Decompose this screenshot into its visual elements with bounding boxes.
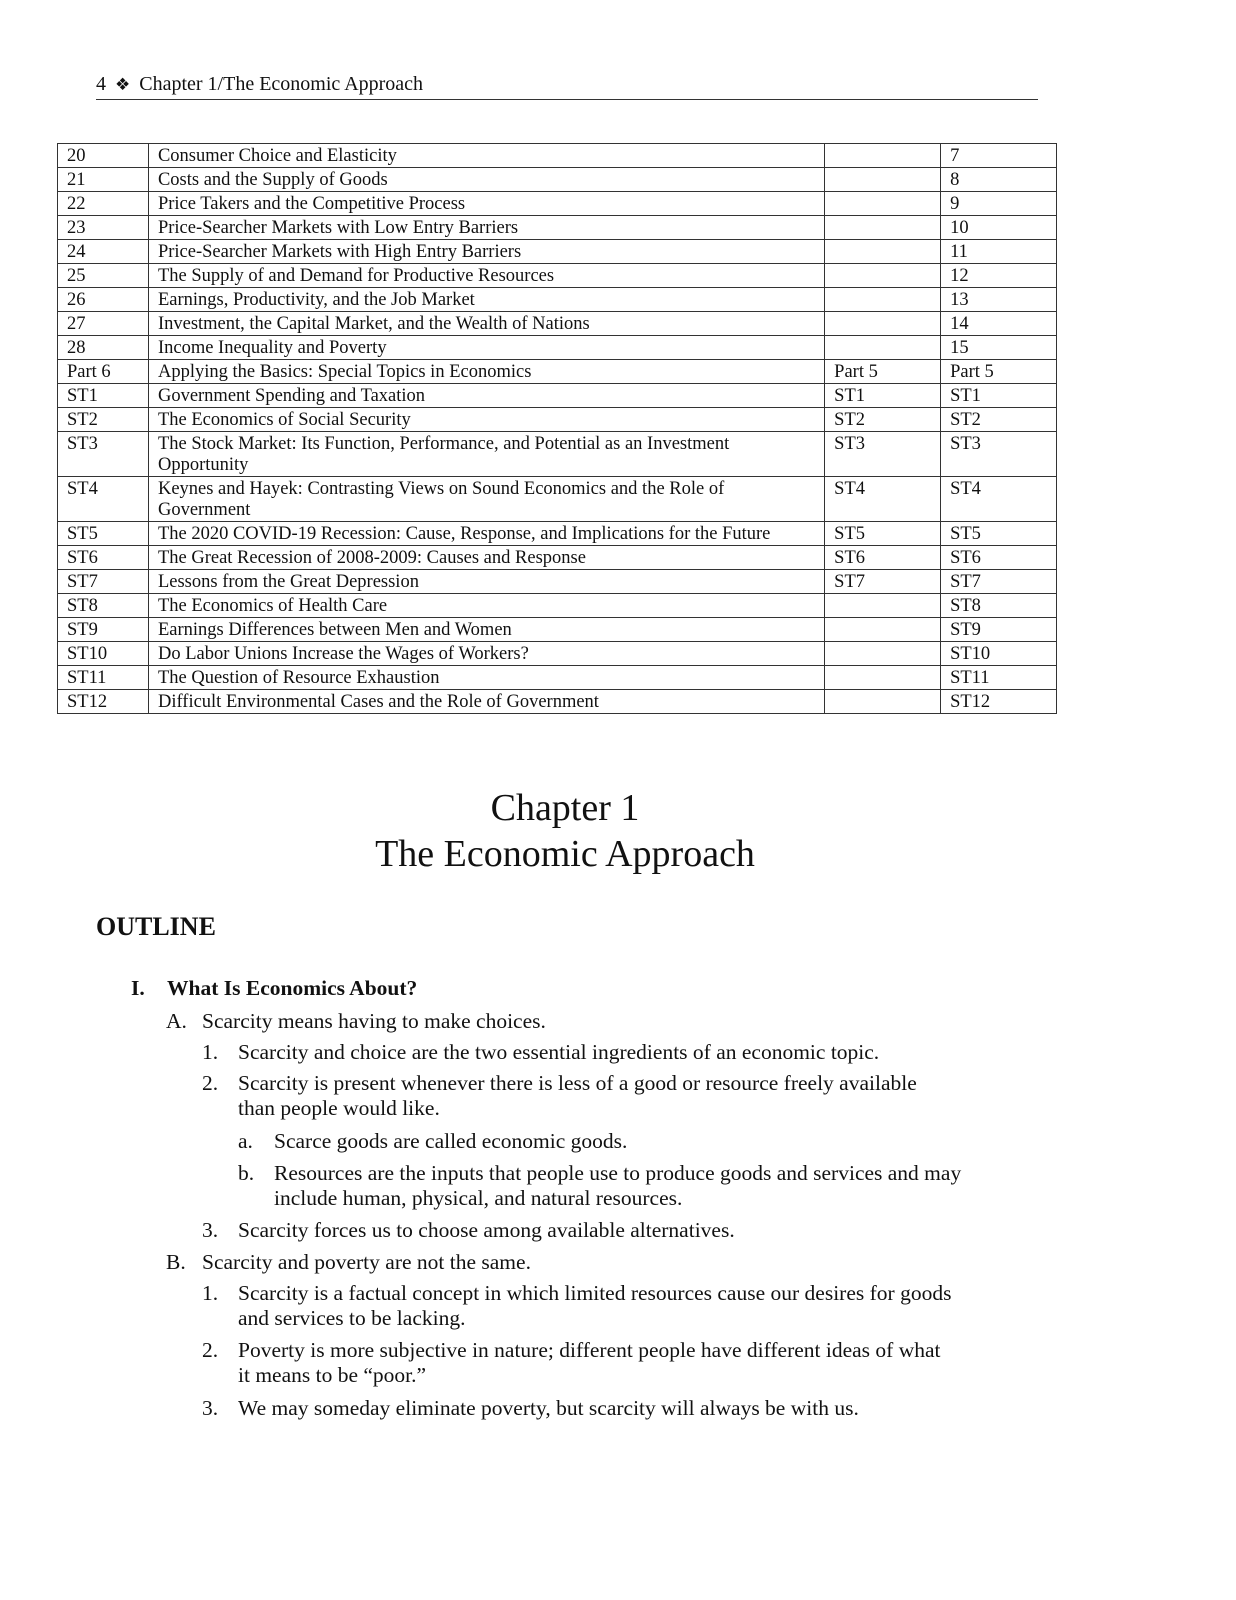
mapping-cell-a	[825, 618, 941, 642]
row-id-cell: ST2	[58, 408, 149, 432]
row-id-cell: ST4	[58, 477, 149, 522]
table-row	[58, 312, 1057, 336]
mapping-cell-b: ST3	[941, 432, 1057, 477]
table-row	[58, 432, 1057, 477]
mapping-cell-b: ST10	[941, 642, 1057, 666]
outline-text: than people would like.	[238, 1096, 440, 1120]
table-row	[58, 546, 1057, 570]
table-row	[58, 666, 1057, 690]
table-row	[58, 618, 1057, 642]
table-row	[58, 384, 1057, 408]
mapping-cell-a	[825, 642, 941, 666]
table-row	[58, 594, 1057, 618]
table-row	[58, 477, 1057, 522]
table-body	[58, 144, 1057, 714]
topic-title-cell: Price-Searcher Markets with High Entry Barriers	[148, 240, 824, 264]
row-id-cell: 28	[58, 336, 149, 360]
mapping-cell-b: 10	[941, 216, 1057, 240]
table-row	[58, 336, 1057, 360]
outline-text: Scarcity means having to make choices.	[202, 1009, 546, 1033]
mapping-cell-b: 11	[941, 240, 1057, 264]
mapping-cell-b: ST8	[941, 594, 1057, 618]
mapping-cell-a	[825, 264, 941, 288]
page-number: 4	[96, 73, 106, 95]
outline-marker: a.	[238, 1129, 253, 1153]
mapping-cell-b: 12	[941, 264, 1057, 288]
row-id-cell: ST12	[58, 690, 149, 714]
outline-text: Scarcity is a factual concept in which limited resources cause our desires for goods	[238, 1281, 952, 1305]
outline-text: Poverty is more subjective in nature; different people have different ideas of what	[238, 1338, 941, 1362]
table-row	[58, 642, 1057, 666]
outline-marker: A.	[166, 1009, 187, 1033]
row-id-cell: 27	[58, 312, 149, 336]
outline-text: it means to be “poor.”	[238, 1363, 427, 1387]
mapping-cell-a	[825, 192, 941, 216]
mapping-cell-b: ST11	[941, 666, 1057, 690]
outline-text: include human, physical, and natural resources.	[274, 1186, 683, 1210]
mapping-cell-a: ST2	[825, 408, 941, 432]
mapping-cell-b: ST7	[941, 570, 1057, 594]
row-id-cell: 23	[58, 216, 149, 240]
table-row	[58, 360, 1057, 384]
topic-title-cell: The Economics of Health Care	[148, 594, 824, 618]
running-title: Chapter 1/The Economic Approach	[139, 73, 424, 95]
table-row	[58, 264, 1057, 288]
mapping-cell-a: ST4	[825, 477, 941, 522]
mapping-cell-b: 9	[941, 192, 1057, 216]
mapping-cell-b: ST12	[941, 690, 1057, 714]
mapping-cell-b: 13	[941, 288, 1057, 312]
mapping-cell-b: 15	[941, 336, 1057, 360]
outline-text: Scarcity and poverty are not the same.	[202, 1250, 531, 1274]
mapping-cell-a	[825, 288, 941, 312]
outline-marker: 3.	[202, 1218, 219, 1242]
mapping-cell-a	[825, 216, 941, 240]
mapping-cell-b: ST4	[941, 477, 1057, 522]
table-row	[58, 690, 1057, 714]
mapping-cell-b: ST5	[941, 522, 1057, 546]
mapping-cell-a: ST3	[825, 432, 941, 477]
table-row	[58, 192, 1057, 216]
outline-text: We may someday eliminate poverty, but scarcity will always be with us.	[238, 1396, 859, 1420]
row-id-cell: ST7	[58, 570, 149, 594]
row-id-cell: ST10	[58, 642, 149, 666]
row-id-cell: ST8	[58, 594, 149, 618]
topic-title-cell: Applying the Basics: Special Topics in Economics	[148, 360, 824, 384]
mapping-cell-a: ST6	[825, 546, 941, 570]
outline-marker: 1.	[202, 1040, 219, 1064]
mapping-cell-a: ST7	[825, 570, 941, 594]
outline-text: What Is Economics About?	[167, 976, 418, 1000]
mapping-cell-b: ST9	[941, 618, 1057, 642]
outline-text: Scarcity forces us to choose among available alternatives.	[238, 1218, 735, 1242]
table-row	[58, 408, 1057, 432]
row-id-cell: ST3	[58, 432, 149, 477]
mapping-cell-a: ST1	[825, 384, 941, 408]
row-id-cell: ST1	[58, 384, 149, 408]
mapping-cell-a: ST5	[825, 522, 941, 546]
mapping-cell-a	[825, 594, 941, 618]
mapping-cell-a	[825, 312, 941, 336]
topic-title-cell: Earnings, Productivity, and the Job Market	[148, 288, 824, 312]
row-id-cell: ST5	[58, 522, 149, 546]
outline-text: Scarcity is present whenever there is less of a good or resource freely available	[238, 1071, 917, 1095]
table-row	[58, 288, 1057, 312]
outline-marker: 2.	[202, 1071, 219, 1095]
topic-title-cell: The Supply of and Demand for Productive Resources	[148, 264, 824, 288]
topic-title-cell: Do Labor Unions Increase the Wages of Workers?	[148, 642, 824, 666]
outline-heading: OUTLINE	[96, 912, 216, 941]
row-id-cell: 24	[58, 240, 149, 264]
outline-text: Resources are the inputs that people use to produce goods and services and may	[274, 1161, 962, 1185]
topic-title-cell: The Question of Resource Exhaustion	[148, 666, 824, 690]
topic-title-cell: Earnings Differences between Men and Women	[148, 618, 824, 642]
row-id-cell: ST6	[58, 546, 149, 570]
mapping-cell-b: ST6	[941, 546, 1057, 570]
topic-title-cell: The Stock Market: Its Function, Performance, and Potential as an Investment Opportunity	[148, 432, 824, 477]
mapping-cell-a	[825, 336, 941, 360]
mapping-cell-a	[825, 690, 941, 714]
topic-title-cell: Lessons from the Great Depression	[148, 570, 824, 594]
chapter-correspondence-table	[57, 143, 1057, 714]
row-id-cell: 25	[58, 264, 149, 288]
topic-title-cell: The Great Recession of 2008-2009: Causes and Response	[148, 546, 824, 570]
topic-title-cell: Keynes and Hayek: Contrasting Views on Sound Economics and the Role of Government	[148, 477, 824, 522]
outline-marker: 2.	[202, 1338, 219, 1362]
topic-title-cell: Investment, the Capital Market, and the Wealth of Nations	[148, 312, 824, 336]
row-id-cell: 22	[58, 192, 149, 216]
mapping-cell-b: 7	[941, 144, 1057, 168]
outline-marker: B.	[166, 1250, 186, 1274]
table-row	[58, 240, 1057, 264]
table-row	[58, 168, 1057, 192]
table-row	[58, 522, 1057, 546]
outline-text: Scarce goods are called economic goods.	[274, 1129, 628, 1153]
outline-text: Scarcity and choice are the two essential ingredients of an economic topic.	[238, 1040, 880, 1064]
mapping-cell-b: 14	[941, 312, 1057, 336]
row-id-cell: ST9	[58, 618, 149, 642]
topic-title-cell: Price-Searcher Markets with Low Entry Barriers	[148, 216, 824, 240]
topic-title-cell: Difficult Environmental Cases and the Role of Government	[148, 690, 824, 714]
mapping-cell-a	[825, 168, 941, 192]
topic-title-cell: Government Spending and Taxation	[148, 384, 824, 408]
mapping-cell-b: ST2	[941, 408, 1057, 432]
outline-marker: 3.	[202, 1396, 219, 1420]
row-id-cell: 21	[58, 168, 149, 192]
table-row	[58, 144, 1057, 168]
chapter-label: Chapter 1	[490, 787, 640, 829]
mapping-cell-a	[825, 666, 941, 690]
chapter-title: The Economic Approach	[375, 833, 755, 875]
topic-title-cell: Price Takers and the Competitive Process	[148, 192, 824, 216]
row-id-cell: ST11	[58, 666, 149, 690]
row-id-cell: 20	[58, 144, 149, 168]
mapping-cell-a: Part 5	[825, 360, 941, 384]
outline-marker: I.	[131, 976, 145, 1000]
topic-title-cell: The 2020 COVID-19 Recession: Cause, Response, and Implications for the Future	[148, 522, 824, 546]
mapping-cell-b: ST1	[941, 384, 1057, 408]
table-row	[58, 570, 1057, 594]
mapping-cell-a	[825, 144, 941, 168]
diamond-ornament-icon: ❖	[115, 75, 131, 95]
outline-text: and services to be lacking.	[238, 1306, 466, 1330]
running-header	[96, 72, 1038, 100]
topic-title-cell: The Economics of Social Security	[148, 408, 824, 432]
mapping-cell-b: Part 5	[941, 360, 1057, 384]
topic-title-cell: Consumer Choice and Elasticity	[148, 144, 824, 168]
outline-marker: b.	[238, 1161, 255, 1185]
mapping-cell-a	[825, 240, 941, 264]
mapping-cell-b: 8	[941, 168, 1057, 192]
row-id-cell: 26	[58, 288, 149, 312]
table-row	[58, 216, 1057, 240]
topic-title-cell: Costs and the Supply of Goods	[148, 168, 824, 192]
topic-title-cell: Income Inequality and Poverty	[148, 336, 824, 360]
outline-marker: 1.	[202, 1281, 219, 1305]
row-id-cell: Part 6	[58, 360, 149, 384]
